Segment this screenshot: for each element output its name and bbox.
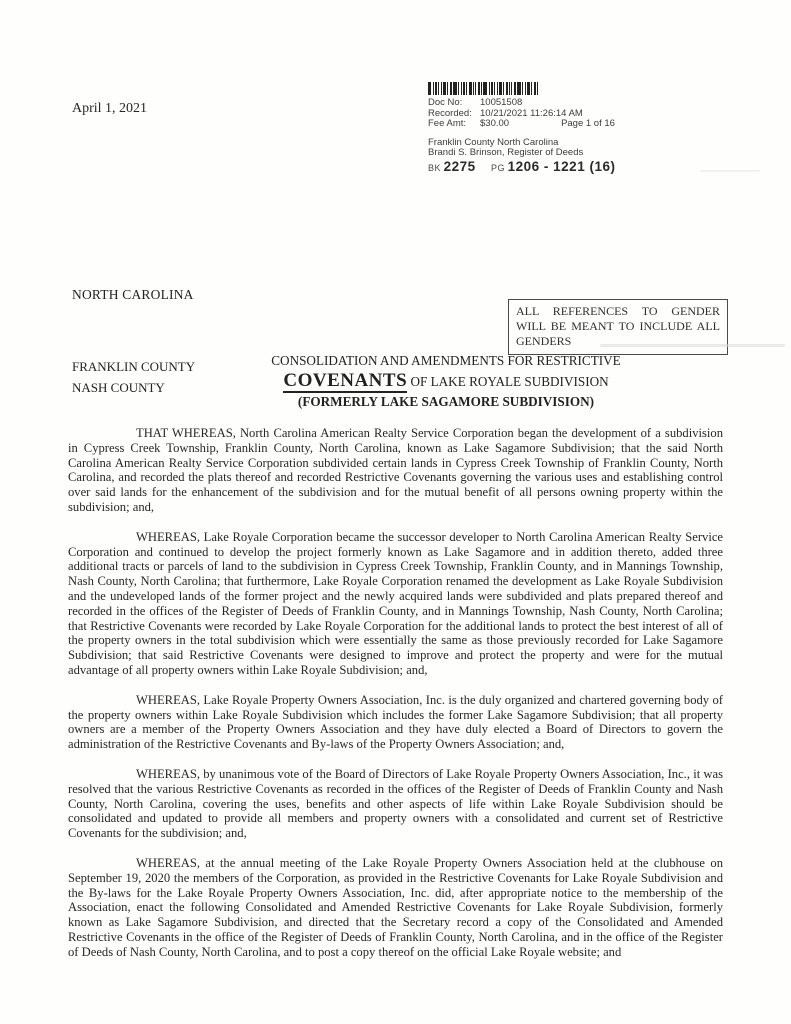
covenants-word: COVENANTS (283, 370, 408, 391)
county-nash: NASH COUNTY (72, 380, 165, 395)
scan-artifact (600, 344, 785, 347)
county-franklin: FRANKLIN COUNTY (72, 359, 196, 374)
recorded-value: 10/21/2021 11:26:14 AM (480, 107, 583, 119)
body-paragraphs (68, 426, 723, 975)
paragraph-whereas-5: WHEREAS, at the annual meeting of the Lake Royale Property Owners Association held at the clubhouse on September 19, 2020 the members of the Corporation, as provided in the Restrictive Covenants for Lake Royale Subdivision and the By-laws for the Lake Royale Property Owners Association, Inc. did, after appropriate notice to the membership of the Association, enact the following Consolidated and Amended Restrictive Covenants for Lake Royale Subdivision, formerly known as Lake Sagamore Subdivision, and directed that the Secretary record a copy of the Consolidated and Amended Restrictive Covenants in the office of the Register of Deeds of Franklin County, North Carolina, and in the office of the Register of Deeds of Nash County, North Carolina, and to post a copy thereof on the official Lake Royale website; and (68, 855, 723, 959)
document-date: April 1, 2021 (72, 101, 148, 116)
county-headings (72, 356, 195, 398)
recorded-label: Recorded: (428, 107, 472, 119)
stamp-book-page (428, 158, 728, 175)
recorder-stamp (428, 82, 728, 174)
title-line-2-rest: OF LAKE ROYALE SUBDIVISION (407, 374, 609, 389)
stamp-fee (428, 119, 728, 130)
pg-label: PG (490, 162, 505, 173)
title-line-1: CONSOLIDATION AND AMENDMENTS FOR RESTRICTIVE (271, 353, 621, 368)
paragraph-whereas-4: WHEREAS, by unanimous vote of the Board of Directors of Lake Royale Property Owners Association, Inc., it was resolved that the various Restrictive Covenants as recorded in the offices of the Register of Deeds of Franklin County and Nash County, North Carolina, covering the uses, benefits and other aspects of life within Lake Royale Subdivision should be consolidated and updated to provide all members and property owners with a consolidated and current set of Restrictive Covenants for the subdivision; and, (68, 766, 723, 841)
doc-no-value: 10051508 (480, 97, 523, 108)
gender-notice-box: ALL REFERENCES TO GENDER WILL BE MEANT TO INCLUDE ALL GENDERS (508, 299, 728, 355)
bk-value: 2275 (443, 158, 476, 174)
doc-no-label: Doc No: (428, 97, 463, 108)
title-line-2 (228, 369, 664, 393)
fee-value: $30.00 (480, 118, 510, 129)
fee-label: Fee Amt: (428, 118, 467, 129)
stamp-register-line: Brandi S. Brinson, Register of Deeds (428, 147, 584, 158)
stamp-county-line: Franklin County North Carolina (428, 136, 559, 148)
paragraph-whereas-3: WHEREAS, Lake Royale Property Owners Association, Inc. is the duly organized and chartered governing body of the property owners within Lake Royale Subdivision which includes the former Lake Sagamore Subdivision; that all property owners are a member of the Property Owners Association and they have duly elected a Board of Directors to govern the administration of the Restrictive Covenants and By-laws of the Property Owners Association; and, (68, 692, 723, 752)
barcode-icon (428, 82, 560, 96)
pg-value: 1206 - 1221 (16) (507, 158, 616, 174)
document-title (228, 353, 664, 410)
title-line-3: (FORMERLY LAKE SAGAMORE SUBDIVISION) (297, 394, 595, 409)
state-heading: NORTH CAROLINA (72, 287, 194, 302)
bk-label: BK (428, 162, 442, 173)
paragraph-whereas-1: THAT WHEREAS, North Carolina American Realty Service Corporation began the development of a subdivision in Cypress Creek Township, Franklin County, North Carolina, known as Lake Sagamore Subdivision; that the said North Carolina American Realty Service Corporation subdivided certain lands in Cypress Creek Township of Franklin County, North Carolina, and recorded the plats thereof and recorded Restrictive Covenants governing the various uses and establishing control over said lands for the enhancement of the subdivision and for the mutual benefit of all persons owning property within the subdivision; and, (68, 426, 723, 514)
paragraph-whereas-2: WHEREAS, Lake Royale Corporation became the successor developer to North Carolina American Realty Service Corporation and continued to develop the project formerly known as Lake Sagamore and in addition thereto, added three additional tracts or parcels of land to the subdivision in Cypress Creek Township, Franklin County, and in Mannings Township, Nash County, North Carolina; that furthermore, Lake Royale Corporation renamed the development as Lake Royale Subdivision and the undeveloped lands of the former project and the newly acquired lands were subdivided and plats prepared thereof and recorded in the offices of the Register of Deeds of Franklin County, and in Mannings Township, Nash County, North Carolina; that Restrictive Covenants were recorded by Lake Royale Corporation for the additional lands to protect the best interest of all of the property owners in the total subdivision which were essentially the same as those previously recorded for Lake Sagamore Subdivision; that said Restrictive Covenants were designed to improve and protect the property and were for the mutual advantage of all property owners within Lake Royale Subdivision; and, (68, 529, 723, 677)
scan-artifact (700, 170, 760, 172)
page-info: Page 1 of 16 (561, 118, 615, 129)
